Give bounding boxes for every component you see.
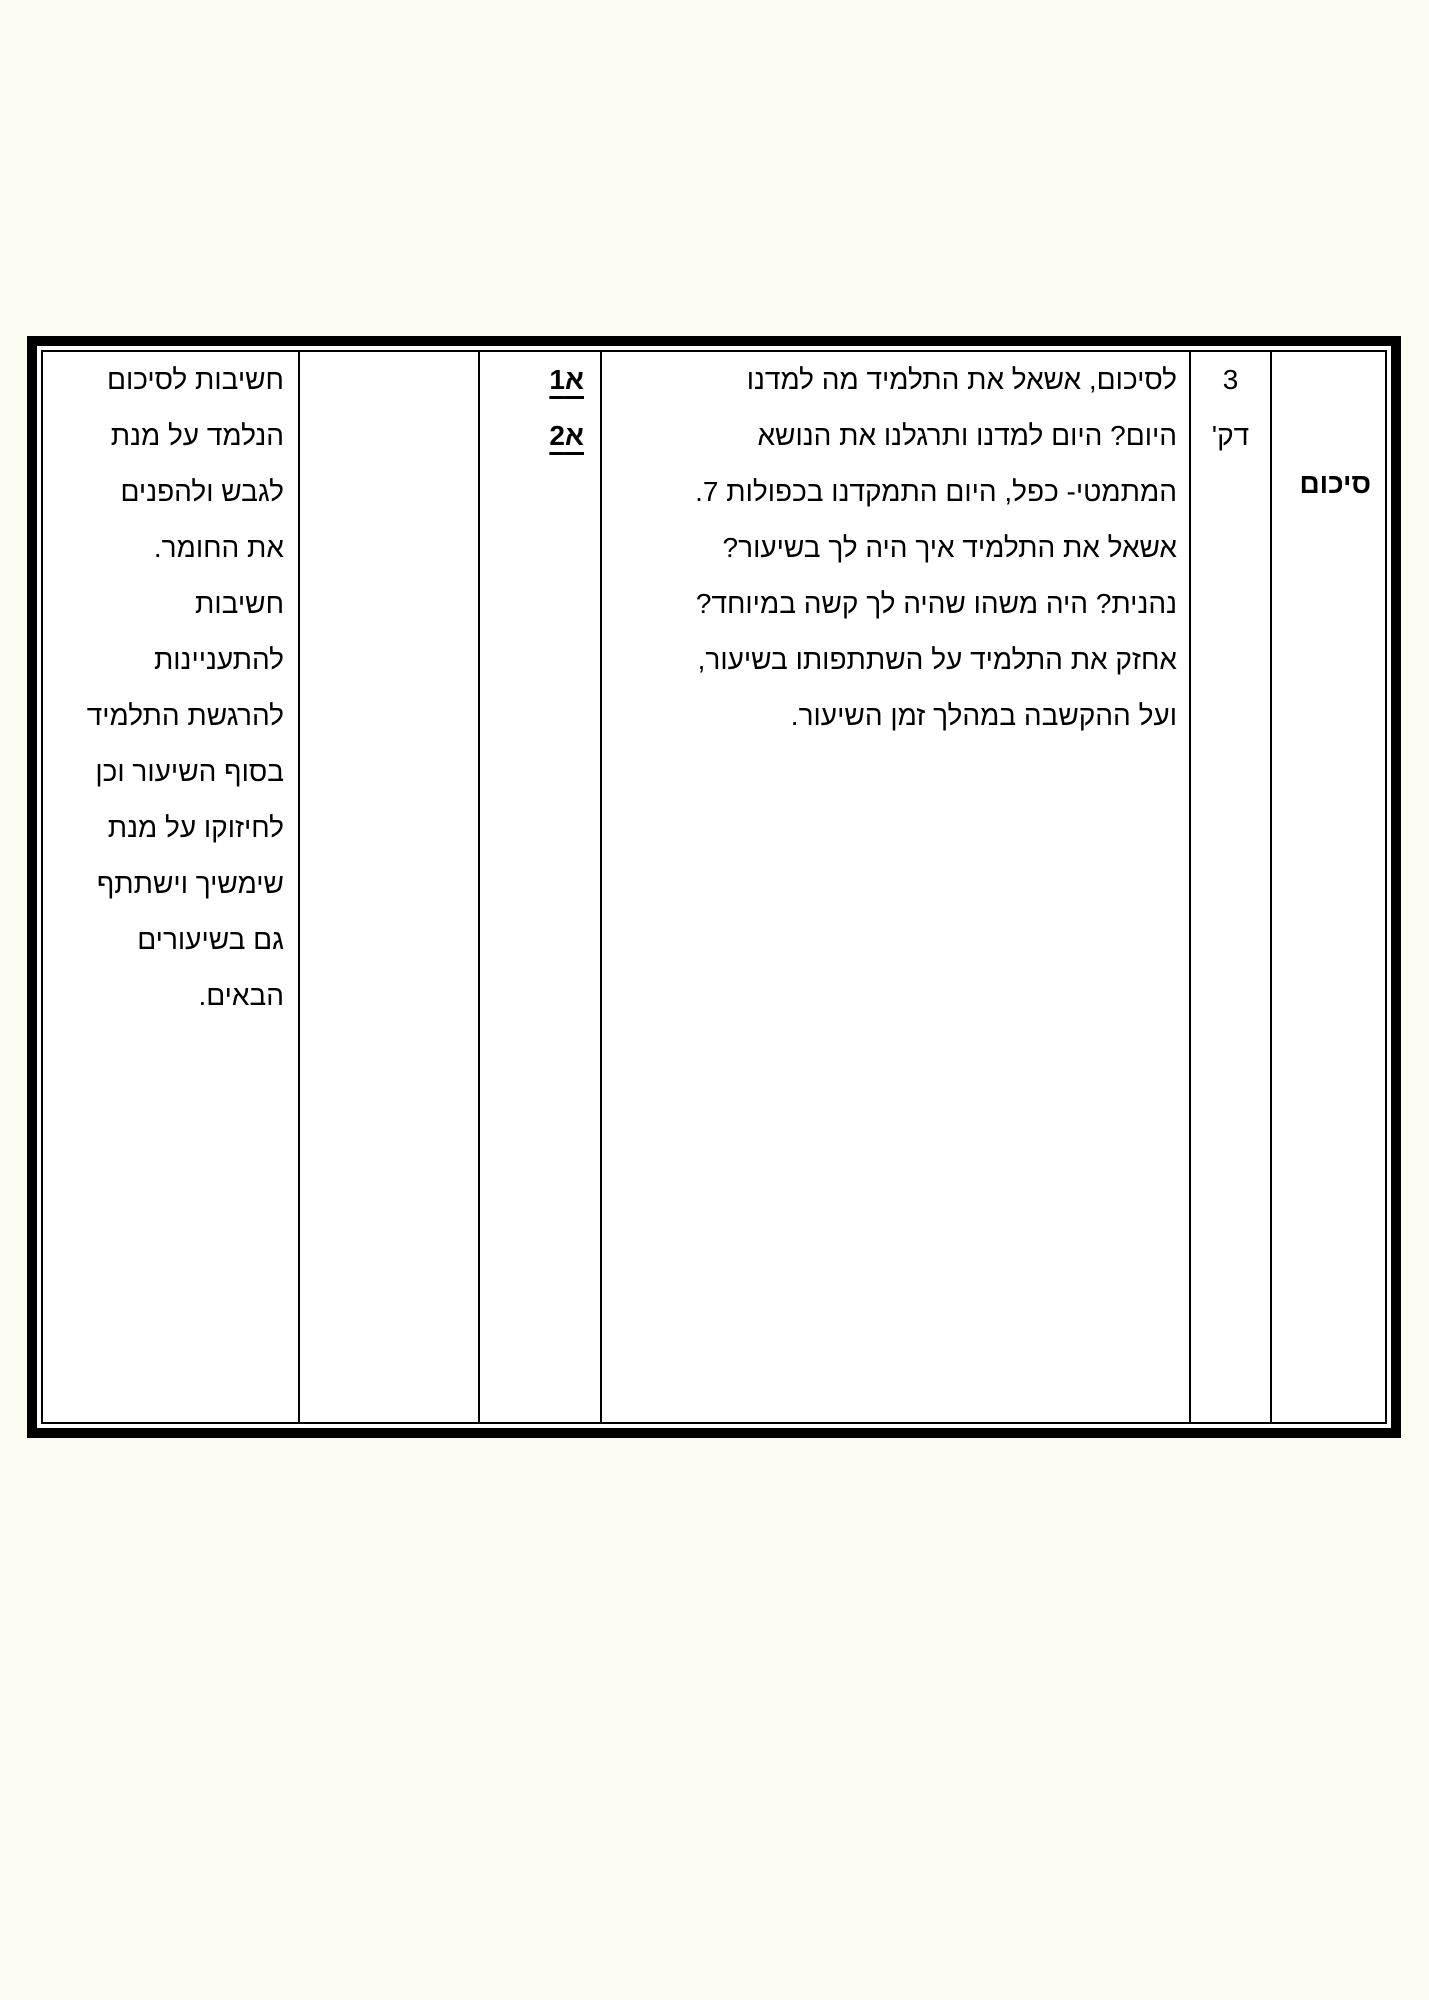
rationale-line: לחיזוקו על מנת [107, 812, 284, 843]
rationale-line: הבאים. [198, 980, 284, 1011]
rationale-line: להתעניינות [153, 644, 284, 675]
goal-code: א1 [549, 364, 584, 395]
description-line: המתמטי- כפל, היום התמקדנו בכפולות 7. [695, 476, 1177, 507]
rationale-line: הנלמד על מנת [110, 420, 284, 451]
summary-row [41, 350, 1387, 1424]
rationale-line: חשיבות [195, 588, 284, 619]
description-line: ועל ההקשבה במהלך זמן השיעור. [790, 700, 1177, 731]
section-label-cell [1272, 352, 1385, 1422]
goal-code: א2 [549, 420, 584, 451]
description-line: היום? היום למדנו ותרגלנו את הנושא [757, 420, 1177, 451]
rationale-line: בסוף השיעור וכן [95, 756, 284, 787]
empty-cell [300, 352, 480, 1422]
description-line: נהנית? היה משהו שהיה לך קשה במיוחד? [695, 588, 1177, 619]
rationale-line: לגבש ולהפנים [120, 476, 284, 507]
description-line: אחזק את התלמיד על השתתפותו בשיעור, [697, 644, 1177, 675]
duration-cell [1191, 352, 1272, 1422]
goal-codes-cell [480, 352, 602, 1422]
rationale-cell [43, 352, 300, 1422]
rationale-line: את החומר. [153, 532, 284, 563]
section-label: סיכום [1299, 468, 1371, 499]
rationale-line: שימשיך וישתתף [96, 868, 284, 899]
duration-value: 3 [1222, 364, 1239, 395]
rationale-line: להרגשת התלמיד [86, 700, 284, 731]
rationale-line: חשיבות לסיכום [106, 364, 284, 395]
description-line: לסיכום, אשאל את התלמיד מה למדנו [746, 364, 1177, 395]
duration-unit: דק' [1211, 420, 1250, 451]
rationale-line: גם בשיעורים [137, 924, 284, 955]
lesson-description-cell [602, 352, 1191, 1422]
lesson-plan-table [27, 336, 1401, 1438]
description-line: אשאל את התלמיד איך היה לך בשיעור? [722, 532, 1177, 563]
